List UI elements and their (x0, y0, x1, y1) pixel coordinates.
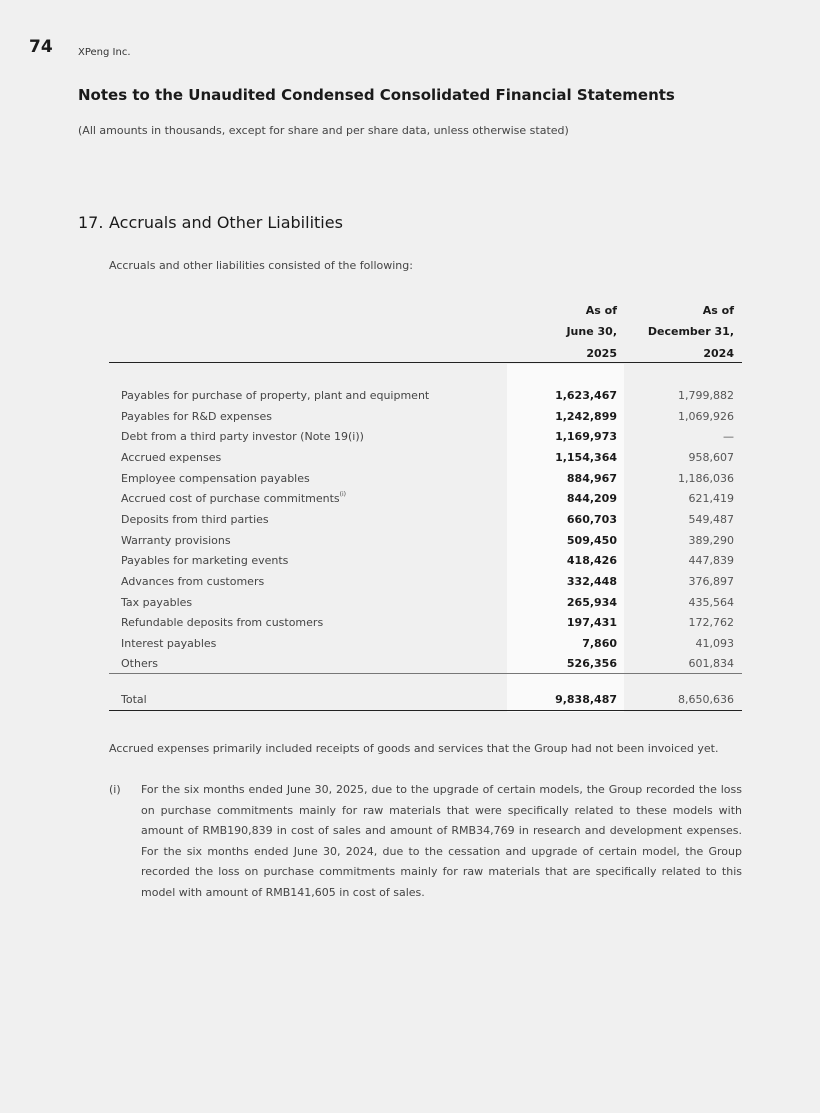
total-label: Total (121, 693, 147, 706)
value-2024: — (723, 430, 734, 444)
value-2025: 509,450 (566, 533, 617, 547)
value-2024: 1,799,882 (678, 389, 734, 402)
value-2024: 601,834 (688, 657, 734, 671)
row-label (121, 575, 264, 588)
row-label-text: Accrued cost of purchase commitments (121, 492, 340, 506)
table-row (109, 575, 742, 595)
table-row (109, 451, 742, 471)
value-2025: 1,169,973 (555, 430, 617, 444)
table-row (109, 637, 742, 657)
header-2024-line2: December 31, (647, 325, 734, 338)
row-label (121, 389, 429, 402)
value-2024: 447,839 (688, 554, 734, 568)
subtotal-rule (109, 673, 742, 674)
row-label-text: Payables for marketing events (121, 554, 289, 568)
company-name: XPeng Inc. (78, 47, 131, 58)
row-label (121, 596, 192, 609)
header-rule (109, 362, 742, 363)
table-row (109, 513, 742, 533)
table-row (109, 534, 742, 554)
accrued-expenses-note: Accrued expenses primarily included receipts of goods and services that the Group had not been invoiced yet. (109, 742, 719, 755)
value-2024: 435,564 (688, 595, 734, 609)
value-2024: 549,487 (688, 512, 734, 526)
section-title: Accruals and Other Liabilities (109, 213, 343, 232)
header-2025-line2: June 30, (566, 325, 617, 338)
row-label (121, 430, 364, 443)
table-row (109, 616, 742, 636)
row-label-text: Interest payables (121, 636, 217, 650)
page-number: 74 (29, 37, 53, 57)
value-2025: 332,448 (566, 574, 617, 588)
row-label (121, 554, 288, 567)
value-2025: 660,703 (566, 512, 617, 526)
header-2024-line1: As of (702, 304, 734, 317)
table-row (109, 430, 742, 450)
value-2025: 197,431 (566, 616, 617, 630)
value-2024: 621,419 (688, 492, 734, 506)
total-2025: 9,838,487 (555, 693, 617, 706)
amounts-subtitle: (All amounts in thousands, except for share and per share data, unless otherwise stated) (78, 124, 569, 137)
row-label-text: Deposits from third parties (121, 512, 269, 526)
row-label (121, 492, 346, 505)
header-2024-line3: 2024 (703, 347, 734, 360)
total-2024: 8,650,636 (678, 693, 734, 706)
bottom-rule (109, 710, 742, 711)
header-2025-line3: 2025 (586, 347, 617, 360)
value-2024: 376,897 (688, 574, 734, 588)
footnote-marker: (i) (109, 783, 121, 796)
header-2025-line1: As of (585, 304, 617, 317)
row-label (121, 657, 158, 670)
table-row (109, 389, 742, 409)
table-row (109, 410, 742, 430)
row-label-text: Others (121, 657, 158, 671)
row-label-text: Payables for purchase of property, plant and equipment (121, 389, 430, 402)
row-label-text: Advances from customers (121, 574, 265, 588)
value-2025: 265,934 (566, 595, 617, 609)
footnote-text: For the six months ended June 30, 2025, due to the upgrade of certain models, the Group recorded the loss on purchase commitments mainly for raw materials that were specifically related to these models with amount of RMB190,839 in cost of sales and amount of RMB34,769 in research and development expenses. For the six months ended June 30, 2024, due to the cessation and upgrade of certain model, the Group recorded the loss on purchase commitments mainly for raw materials that are specifically related to this model with amount of RMB141,605 in cost of sales. (141, 783, 742, 899)
value-2025: 1,154,364 (555, 450, 617, 464)
value-2024: 958,607 (688, 450, 734, 464)
footnote-ref: (i) (339, 491, 347, 499)
table-header-row (109, 304, 742, 326)
value-2025: 7,860 (582, 636, 617, 650)
value-2024: 1,069,926 (678, 409, 734, 423)
table-row (109, 554, 742, 574)
row-label-text: Payables for R&D expenses (121, 409, 273, 423)
value-2025: 1,623,467 (555, 389, 617, 402)
row-label (121, 513, 269, 526)
row-label (121, 451, 221, 464)
table-row (109, 657, 742, 677)
row-label (121, 472, 310, 485)
value-2025: 1,242,899 (555, 409, 617, 423)
row-label (121, 637, 216, 650)
table-header-row (109, 325, 742, 347)
section-heading (78, 213, 343, 232)
value-2024: 1,186,036 (678, 471, 734, 485)
row-label-text: Employee compensation payables (121, 471, 310, 485)
row-label-text: Refundable deposits from customers (121, 616, 324, 630)
row-label-text: Tax payables (121, 595, 193, 609)
row-label (121, 410, 272, 423)
section-number: 17. (78, 213, 104, 232)
notes-title: Notes to the Unaudited Condensed Consolidated Financial Statements (78, 86, 675, 104)
table-header-row (109, 347, 742, 369)
value-2025: 418,426 (566, 554, 617, 568)
value-2025: 884,967 (566, 471, 617, 485)
row-label (121, 616, 323, 629)
row-label-text: Warranty provisions (121, 533, 231, 547)
value-2025: 526,356 (566, 657, 617, 671)
value-2025: 844,209 (566, 492, 617, 506)
row-label-text: Accrued expenses (121, 450, 222, 464)
value-2024: 172,762 (688, 616, 734, 630)
row-label (121, 534, 231, 547)
row-label-text: Debt from a third party investor (Note 19(i)) (121, 430, 364, 444)
value-2024: 389,290 (688, 533, 734, 547)
table-row (109, 492, 742, 512)
table-row (109, 472, 742, 492)
value-2024: 41,093 (695, 636, 734, 650)
table-row (109, 596, 742, 616)
section-intro: Accruals and other liabilities consisted of the following: (109, 259, 413, 272)
